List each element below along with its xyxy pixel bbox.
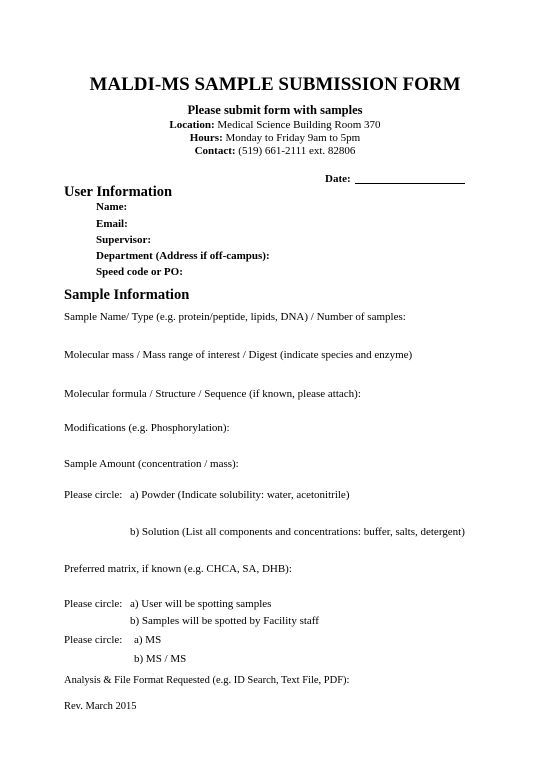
department-field-label: Department (Address if off-campus):: [96, 250, 270, 262]
location-line: [0, 119, 550, 131]
sample-info-heading: Sample Information: [64, 287, 190, 303]
circle-label-spotting: Please circle:: [64, 598, 123, 610]
option-solution[interactable]: b) Solution (List all components and concentrations: buffer, salts, detergent): [130, 526, 465, 538]
option-staff-spotting[interactable]: b) Samples will be spotted by Facility staff: [130, 615, 319, 627]
supervisor-field-label: Supervisor:: [96, 234, 151, 246]
circle-label-analysis: Please circle:: [64, 634, 123, 646]
revision-note: Rev. March 2015: [64, 701, 137, 712]
sample-amount-question: Sample Amount (concentration / mass):: [64, 458, 239, 470]
hours-value: Monday to Friday 9am to 5pm: [225, 132, 361, 144]
molecular-mass-question: Molecular mass / Mass range of interest / Digest (indicate species and enzyme): [64, 349, 413, 361]
hours-label: Hours:: [189, 132, 223, 144]
option-ms[interactable]: a) MS: [134, 634, 162, 646]
circle-label-form: Please circle:: [64, 489, 123, 501]
form-title: MALDI-MS SAMPLE SUBMISSION FORM: [89, 74, 461, 95]
speed-code-field-label: Speed code or PO:: [96, 266, 183, 278]
modifications-question: Modifications (e.g. Phosphorylation):: [64, 422, 230, 434]
sample-name-question: Sample Name/ Type (e.g. protein/peptide, lipids, DNA) / Number of samples:: [64, 311, 406, 323]
option-powder[interactable]: a) Powder (Indicate solubility: water, acetonitrile): [130, 489, 350, 501]
email-field-label: Email:: [96, 218, 128, 230]
option-ms-ms[interactable]: b) MS / MS: [134, 653, 187, 665]
location-value: Medical Science Building Room 370: [217, 119, 381, 131]
contact-label: Contact:: [194, 145, 236, 157]
file-format-question: Analysis & File Format Requested (e.g. ID Search, Text File, PDF):: [64, 675, 350, 686]
date-label: Date:: [325, 173, 351, 185]
matrix-question: Preferred matrix, if known (e.g. CHCA, SA, DHB):: [64, 563, 292, 575]
form-subtitle: Please submit form with samples: [187, 103, 363, 117]
contact-value: (519) 661-2111 ext. 82806: [238, 145, 356, 157]
molecular-formula-question: Molecular formula / Structure / Sequence (if known, please attach):: [64, 388, 361, 400]
name-field-label: Name:: [96, 201, 128, 213]
user-info-heading: User Information: [64, 184, 173, 200]
location-label: Location:: [169, 119, 215, 131]
contact-line: [0, 145, 550, 157]
hours-line: [0, 132, 550, 144]
option-user-spotting[interactable]: a) User will be spotting samples: [130, 598, 272, 610]
date-field-line[interactable]: [355, 183, 465, 184]
